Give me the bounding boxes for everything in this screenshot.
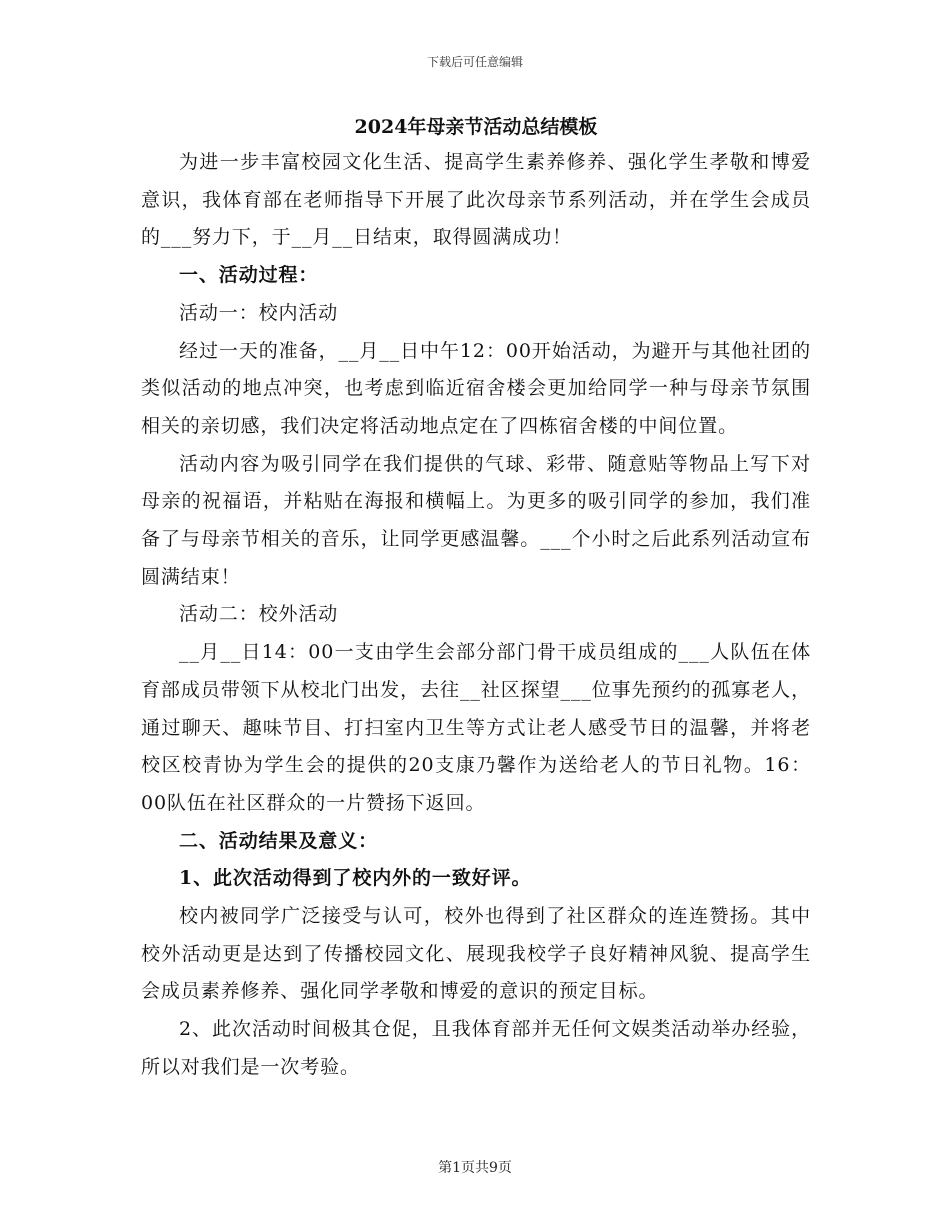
page-footer: 第1页共9页 (438, 1160, 512, 1176)
activity-one-heading: 活动一：校内活动 (179, 301, 339, 324)
result-point-one-heading: 1、此次活动得到了校内外的一致好评。 (179, 867, 532, 890)
section-heading-process: 一、活动过程： (179, 264, 319, 287)
document-body (141, 112, 811, 1087)
document-title: 2024年母亲节活动总结模板 (354, 116, 598, 138)
header-note: 下载后可任意编辑 (426, 55, 523, 69)
result-point-one-paragraph: 校内被同学广泛接受与认可，校外也得到了社区群众的连连赞扬。其中校外活动更是达到了传播校园文化、展现我校学子良好精神风貌、提高学生会成员素养修养、强化同学孝敬和博爱的意识的预定目标。 (141, 905, 811, 1003)
activity-one-content-paragraph: 活动内容为吸引同学在我们提供的气球、彩带、随意贴等物品上写下对母亲的祝福语，并粘贴在海报和横幅上。为更多的吸引同学的参加，我们准备了与母亲节相关的音乐，让同学更感温馨。___个小时之后此系列活动宣布圆满结束！ (141, 452, 811, 588)
result-point-two-paragraph: 2、此次活动时间极其仓促，且我体育部并无任何文娱类活动举办经验，所以对我们是一次考验。 (141, 1018, 811, 1078)
intro-paragraph: 为进一步丰富校园文化生活、提高学生素养修养、强化学生孝敬和博爱意识，我体育部在老师指导下开展了此次母亲节系列活动，并在学生会成员的___努力下，于__月__日结束，取得圆满成功！ (141, 151, 811, 249)
activity-two-heading: 活动二：校外活动 (179, 603, 339, 626)
activity-two-paragraph: __月__日14：00一支由学生会部分部门骨干成员组成的___人队伍在体育部成员带领下从校北门出发，去往__社区探望___位事先预约的孤寡老人，通过聊天、趣味节目、打扫室内卫生等方式让老人感受节日的温馨，并将老校区校青协为学生会的提供的20支康乃馨作为送给老人的节日礼物。16：00队伍在社区群众的一片赞扬下返回。 (141, 641, 811, 814)
section-heading-results: 二、活动结果及意义： (179, 829, 379, 852)
activity-one-paragraph: 经过一天的准备，__月__日中午12：00开始活动，为避开与其他社团的类似活动的地点冲突，也考虑到临近宿舍楼会更加给同学一种与母亲节氛围相关的亲切感，我们决定将活动地点定在了四栋宿舍楼的中间位置。 (141, 339, 811, 437)
